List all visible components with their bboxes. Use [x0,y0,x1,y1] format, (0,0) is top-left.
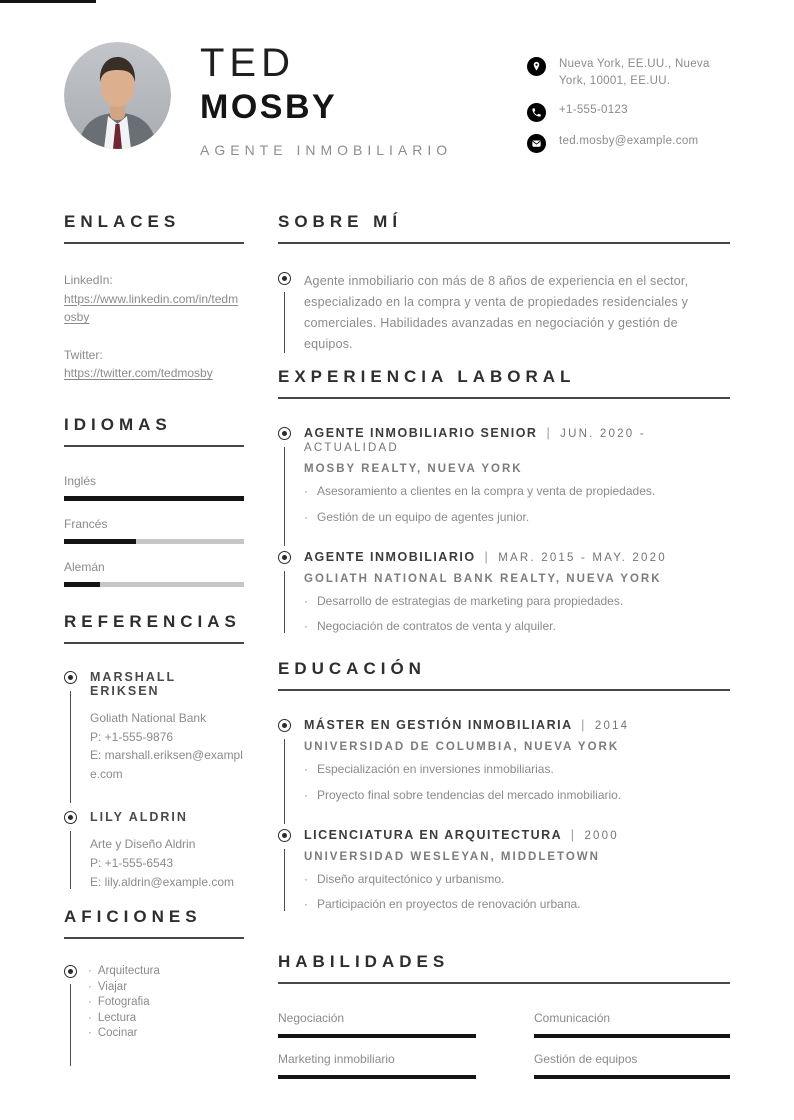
language-level-fill [64,496,244,501]
hobbies-block [64,964,244,1074]
degree-title: LICENCIATURA EN ARQUITECTURA [304,827,562,842]
job-bullets [304,593,730,636]
section-aficiones [64,907,244,1074]
job-bullet-text: Asesoramiento a clientes en la compra y venta de propiedades. [317,484,656,498]
bullet-dot: · [304,762,308,776]
language-level-fill [64,539,136,544]
job-bullet [304,593,730,610]
separator: | [484,549,490,564]
job-bullet-text: Negociación de contratos de venta y alquiler. [317,619,556,634]
contact-email-text: ted.mosby@example.com [559,134,699,147]
contact-phone-row [527,102,742,122]
degree-year: 2014 [594,720,630,732]
language-item [64,474,244,501]
degree-title: MÁSTER EN GESTIÓN INMOBILIARIA [304,718,573,732]
reference-name: MARSHALL ERIKSEN [90,670,176,698]
reference-company: Arte y Diseño Aldrin [90,837,196,852]
contact-location-row [527,56,742,91]
language-level-fill [64,582,100,587]
reference-email: E: marshall.eriksen@example.com [90,748,243,781]
timeline-line [70,831,71,889]
timeline-line [284,292,285,353]
hobby-item [88,964,244,980]
separator: | [546,426,552,440]
timeline-dot-icon [278,551,291,564]
degree-bullet-text: Especialización en inversiones inmobiliarias. [317,762,554,776]
school-name: UNIVERSIDAD WESLEYAN, MIDDLETOWN [304,850,600,863]
timeline-dot-icon [278,829,291,842]
contact-location-text: Nueva York, EE.UU., Nueva York, 10001, EE.UU. [559,58,710,88]
degree-heading [304,718,730,732]
timeline-line [70,984,71,1066]
references-list [64,670,244,891]
language-item [64,560,244,587]
job-bullets [304,483,730,526]
top-left-corner-mark [0,0,96,3]
timeline-dot-icon [278,272,291,285]
reference-email: E: lily.aldrin@example.com [90,874,235,889]
skill-level-bar [534,1034,730,1038]
bullet-dot: · [88,965,92,977]
job-period: JUN. 2020 - ACTUALIDAD [304,428,646,454]
education-item [278,828,730,914]
linkedin-link[interactable]: https://www.linkedin.com/in/tedmosby [64,291,239,325]
timeline-dot-icon [64,671,77,684]
section-underline [278,982,730,984]
degree-bullet [304,761,730,778]
about-entry [278,271,730,355]
reference-phone: P: +1-555-9876 [90,729,174,744]
twitter-link[interactable]: https://twitter.com/tedmosby [64,366,213,381]
degree-bullet [304,871,730,888]
job-company: GOLIATH NATIONAL BANK REALTY, NUEVA YORK [304,572,662,585]
section-title-experiencia: EXPERIENCIA LABORAL [278,367,576,386]
section-title-enlaces: ENLACES [64,212,181,231]
hobby-item [88,1011,244,1027]
skill-level-fill [534,1034,730,1038]
degree-bullets [304,761,730,804]
section-title-sobre-mi: SOBRE MÍ [278,212,403,231]
section-educacion [278,659,730,913]
separator: | [581,718,586,732]
experience-item [278,550,730,636]
skill-name: Marketing inmobiliario [278,1052,395,1066]
section-habilidades [278,952,730,1079]
bullet-dot: · [304,897,308,912]
hobby-label: Arquitectura [97,965,160,977]
reference-phone: P: +1-555-6543 [90,855,174,870]
section-underline [278,689,730,691]
timeline-dot-icon [278,719,291,732]
last-name: MOSBY [200,88,338,126]
timeline-line [284,849,285,912]
section-idiomas [64,415,244,603]
reference-item [64,810,244,891]
hobby-label: Cocinar [97,1027,138,1039]
skill-level-fill [534,1075,730,1079]
reference-item [64,670,244,783]
section-title-habilidades: HABILIDADES [278,952,450,971]
timeline-line [284,739,285,824]
timeline-dot-icon [64,965,77,978]
profile-photo-illustration [64,42,171,149]
section-referencias [64,612,244,891]
section-underline [64,937,244,939]
link-item-twitter [64,346,244,383]
hobby-item [88,980,244,996]
skill-item [534,1052,730,1079]
section-title-educacion: EDUCACIÓN [278,659,426,678]
link-item-linkedin [64,271,244,327]
section-title-referencias: REFERENCIAS [64,612,241,631]
language-level-bar [64,539,244,544]
phone-icon [527,103,546,122]
reference-company: Goliath National Bank [90,711,207,725]
about-text: Agente inmobiliario con más de 8 años de experiencia en el sector, especializado en la compra y venta de propiedades residenciales y comerciales. Habilidades avanzadas en negociación y gestión de equipos. [304,274,689,351]
timeline-dot-icon [278,427,291,440]
skill-level-bar [534,1075,730,1079]
bullet-dot: · [304,871,308,886]
links-list [64,271,244,383]
reference-details [90,835,244,891]
job-bullet [304,483,730,500]
section-title-aficiones: AFICIONES [64,907,202,926]
job-bullet [304,509,730,526]
job-bullet-text: Desarrollo de estrategias de marketing para propiedades. [317,593,624,608]
reference-details [90,709,244,783]
language-level-bar [64,496,244,501]
skill-item [278,1011,476,1038]
education-item [278,718,730,804]
hobby-label: Fotografia [97,996,150,1008]
bullet-dot: · [304,787,308,802]
timeline-line [284,447,285,546]
language-name: Alemán [64,560,105,574]
skill-item [278,1052,476,1079]
section-title-idiomas: IDIOMAS [64,415,172,434]
degree-bullet [304,787,730,804]
job-heading [304,426,730,454]
bullet-dot: · [88,996,92,1008]
separator: | [570,827,576,842]
email-icon [527,134,546,153]
skill-name: Gestión de equipos [534,1052,638,1066]
timeline-line [70,691,71,803]
section-underline [64,242,244,244]
location-pin-icon [527,57,546,76]
hobby-label: Lectura [97,1011,137,1024]
skill-level-bar [278,1075,476,1079]
degree-bullet [304,896,730,913]
skill-item [534,1011,730,1038]
hobby-item [88,995,244,1011]
first-name: TED [200,41,295,85]
language-name: Francés [64,517,108,531]
skill-level-fill [278,1034,476,1038]
degree-bullet-text: Participación en proyectos de renovación urbana. [317,897,581,912]
job-bullet [304,618,730,635]
job-bullet-text: Gestión de un equipo de agentes junior. [317,509,530,524]
experience-item [278,426,730,526]
language-name: Inglés [64,474,97,488]
school-name: UNIVERSIDAD DE COLUMBIA, NUEVA YORK [304,741,620,753]
section-underline [64,445,244,447]
degree-bullets [304,871,730,914]
section-enlaces [64,212,244,383]
hobbies-list [64,964,244,1042]
bullet-dot: · [304,484,308,498]
bullet-dot: · [88,1011,92,1024]
bullet-dot: · [304,619,308,634]
language-item [64,517,244,544]
bullet-dot: · [304,593,308,608]
skills-column-left [278,1011,476,1079]
bullet-dot: · [88,1027,92,1039]
profile-photo [64,42,171,149]
timeline-dot-icon [64,811,77,824]
degree-year: 2000 [584,829,619,842]
bullet-dot: · [304,509,308,524]
hobby-item [88,1026,244,1042]
language-level-bar [64,582,244,587]
skill-name: Negociación [278,1011,345,1025]
job-title: AGENTE INMOBILIARIO [200,142,453,158]
section-underline [64,642,244,644]
section-experiencia [278,367,730,635]
job-role: AGENTE INMOBILIARIO SENIOR [304,426,538,440]
contact-phone-text: +1-555-0123 [559,103,628,116]
job-heading [304,550,730,564]
degree-bullet-text: Proyecto final sobre tendencias del mercado inmobiliario. [317,787,622,802]
section-sobre-mi [278,212,730,355]
contact-block [527,56,742,164]
reference-name: LILY ALDRIN [90,810,188,825]
name-block [200,42,452,158]
link-label: LinkedIn: [64,273,113,287]
section-underline [278,397,730,399]
contact-email-row [527,133,742,153]
languages-list [64,474,244,587]
degree-heading [304,828,730,842]
skills-grid [278,1011,730,1079]
skill-level-fill [278,1075,476,1079]
degree-bullet-text: Diseño arquitectónico y urbanismo. [317,871,505,886]
link-label: Twitter: [64,347,103,362]
hobby-label: Viajar [97,980,128,993]
job-company: MOSBY REALTY, NUEVA YORK [304,463,523,475]
timeline-line [284,571,285,634]
bullet-dot: · [88,980,92,993]
skill-name: Comunicación [534,1011,611,1025]
skill-level-bar [278,1034,476,1038]
section-underline [278,242,730,244]
skills-column-right [534,1011,730,1079]
job-role: AGENTE INMOBILIARIO [304,549,476,564]
job-period: MAR. 2015 - MAY. 2020 [498,551,667,564]
